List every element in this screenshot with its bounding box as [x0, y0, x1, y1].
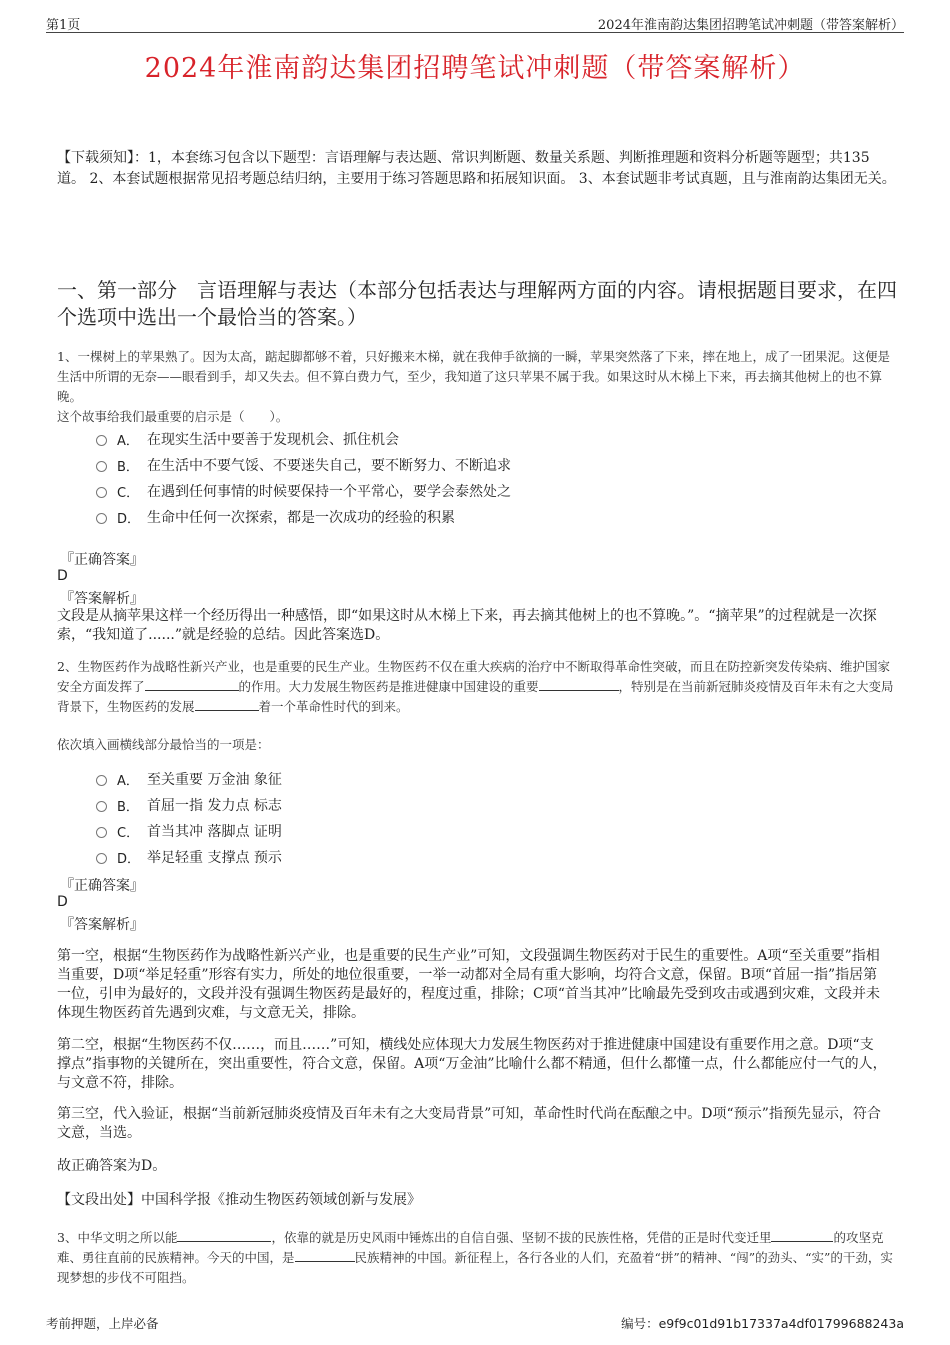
question-3-stem — [57, 1228, 897, 1288]
code-value: e9f9c01d91b17337a4df01799688243a — [658, 1316, 904, 1331]
download-notice: 【下载须知】：1，本套练习包含以下题型：言语理解与表达题、常识判断题、数量关系题、判断推理题和资料分析题等题型；共135道。 2、本套试题根据常见招考题总结归纳，主要用于练习答题思路和拓展知识面。 3、本套试题非考试真题，且与淮南韵达集团无关。 — [57, 150, 896, 187]
stem-part: 的作用。大力发展生物医药是推进健康中国建设的重要 — [238, 679, 539, 694]
option-text: 生命中任何一次探索，都是一次成功的经验的积累 — [147, 510, 455, 526]
analysis-label: 『答案解析』 — [60, 917, 144, 933]
option-letter: D． — [117, 851, 141, 867]
option-text: 至关重要 万金油 象征 — [147, 772, 282, 788]
question-1-options — [96, 426, 856, 530]
blank-line — [771, 1228, 833, 1242]
stem-part: ，特别是在当前新冠肺炎疫情及百年未有之大变局背景下，生物医药的发展 — [57, 679, 894, 714]
answer-label: 『正确答案』 — [60, 878, 144, 894]
option-letter: D． — [117, 511, 141, 527]
question-2-stem — [57, 657, 897, 717]
stem-part: 2、生物医药作为战略性新兴产业，也是重要的民生产业。生物医药不仅在重大疾病的治疗中不断取得革命性突破，而且在防控新突发传染病、维护国家安全方面发挥了 — [57, 659, 890, 694]
blank-line — [195, 697, 259, 711]
header-rule — [46, 32, 904, 33]
option-letter: A． — [117, 773, 139, 789]
option-text: 在现实生活中要善于发现机会、抓住机会 — [147, 432, 399, 448]
option-letter: B． — [117, 799, 139, 815]
stem-part: 3、中华文明之所以能 — [57, 1230, 178, 1245]
code-label: 编号： — [621, 1316, 659, 1331]
option-b[interactable] — [96, 452, 856, 478]
radio-icon[interactable] — [96, 487, 107, 498]
analysis-text: 文段是从摘苹果这样一个经历得出一种感悟，即“如果这时从木梯上下来，再去摘其他树上的也不算晚。”。“摘苹果”的过程就是一次探索，“我知道了......”就是经验的总结。因此答案选D。 — [57, 608, 877, 643]
option-letter: B． — [117, 459, 139, 475]
radio-icon[interactable] — [96, 853, 107, 864]
option-text: 在遇到任何事情的时候要保持一个平常心，要学会泰然处之 — [147, 484, 511, 500]
footer-slogan: 考前押题，上岸必备 — [46, 1316, 159, 1331]
page-header — [0, 0, 950, 36]
analysis-paragraph-3: 第三空，代入验证，根据“当前新冠肺炎疫情及百年未有之大变局背景”可知，革命性时代尚在酝酿之中。D项“预示”指预先显示，符合文意，当选。 — [57, 1106, 881, 1141]
page-title: 2024年淮南韵达集团招聘笔试冲刺题（带答案解析） — [144, 53, 806, 84]
option-c[interactable] — [96, 478, 856, 504]
question-1-prompt: 这个故事给我们最重要的启示是（ ）。 — [57, 409, 289, 424]
section-heading: 一、第一部分 言语理解与表达（本部分包括表达与理解两方面的内容。请根据题目要求，在四个选项中选出一个最恰当的答案。） — [57, 278, 897, 329]
blank-line — [177, 1228, 271, 1242]
answer-label: 『正确答案』 — [60, 552, 144, 568]
radio-icon[interactable] — [96, 775, 107, 786]
blank-line — [539, 677, 619, 691]
answer-value: D — [57, 568, 68, 584]
analysis-conclusion: 故正确答案为D。 — [57, 1158, 167, 1174]
page-number: 第1页 — [46, 18, 81, 33]
option-c[interactable] — [96, 818, 856, 844]
option-text: 首当其冲 落脚点 证明 — [147, 824, 282, 840]
option-letter: C． — [117, 825, 140, 841]
radio-icon[interactable] — [96, 461, 107, 472]
radio-icon[interactable] — [96, 827, 107, 838]
option-d[interactable] — [96, 504, 856, 530]
question-1-stem: 1、一棵树上的苹果熟了。因为太高，踮起脚都够不着，只好搬来木梯，就在我伸手欲摘的一瞬，苹果突然落了下来，摔在地上，成了一团果泥。这便是生活中所谓的无奈——眼看到手，却又失去。但不算白费力气，至少，我知道了这只苹果不属于我。如果这时从木梯上下来，再去摘其他树上的也不算晚。 — [57, 349, 890, 404]
option-text: 首屈一指 发力点 标志 — [147, 798, 282, 814]
stem-part: 的攻坚克难、勇往直前的民族精神。今天的中国，是 — [57, 1230, 884, 1265]
stem-part: 着一个革命性时代的到来。 — [258, 699, 409, 714]
answer-value: D — [57, 894, 68, 910]
footer-code — [621, 1314, 904, 1332]
option-a[interactable] — [96, 426, 856, 452]
analysis-paragraph-2: 第二空，根据“生物医药不仅……，而且……”可知，横线处应体现大力发展生物医药对于推进健康中国建设有重要作用之意。D项“支撑点”指事物的关键所在，突出重要性，符合文意，保留。A项“万金油”比喻什么都不精通，但什么都懂一点，什么都能应付一气的人，与文意不符，排除。 — [57, 1037, 887, 1091]
option-b[interactable] — [96, 792, 856, 818]
analysis-label: 『答案解析』 — [60, 591, 144, 607]
option-letter: C． — [117, 485, 140, 501]
option-text: 举足轻重 支撑点 预示 — [147, 850, 282, 866]
source-citation: 【文段出处】中国科学报《推动生物医药领域创新与发展》 — [57, 1192, 421, 1208]
question-2-prompt: 依次填入画横线部分最恰当的一项是： — [57, 737, 270, 752]
radio-icon[interactable] — [96, 513, 107, 524]
blank-line — [145, 677, 239, 691]
stem-part: 民族精神的中国。新征程上，各行各业的人们，充盈着“拼”的精神、“闯”的劲头、“实”的干劲，实现梦想的步伐不可阻挡。 — [57, 1250, 893, 1285]
option-a[interactable] — [96, 766, 856, 792]
option-letter: A． — [117, 433, 139, 449]
stem-part: ，依靠的就是历史风雨中锤炼出的自信自强、坚韧不拔的民族性格，凭借的正是时代变迁里 — [271, 1230, 772, 1245]
blank-line — [295, 1248, 355, 1262]
header-doc-title: 2024年淮南韵达集团招聘笔试冲刺题（带答案解析） — [597, 18, 904, 33]
option-d[interactable] — [96, 844, 856, 870]
radio-icon[interactable] — [96, 435, 107, 446]
question-2-options — [96, 766, 856, 870]
option-text: 在生活中不要气馁、不要迷失自己，要不断努力、不断追求 — [147, 458, 511, 474]
analysis-paragraph-1: 第一空，根据“生物医药作为战略性新兴产业，也是重要的民生产业”可知，文段强调生物医药对于民生的重要性。A项“至关重要”指相当重要，D项“举足轻重”形容有实力，所处的地位很重要，一举一动都对全局有重大影响，均符合文意，保留。B项“首屈一指”指居第一位，引申为最好的，文段并没有强调生物医药是最好的，程度过重，排除；C项“首当其冲”比喻最先受到攻击或遇到灾难，文段并未体现生物医药首先遇到灾难，与文意无关，排除。 — [57, 948, 881, 1021]
radio-icon[interactable] — [96, 801, 107, 812]
